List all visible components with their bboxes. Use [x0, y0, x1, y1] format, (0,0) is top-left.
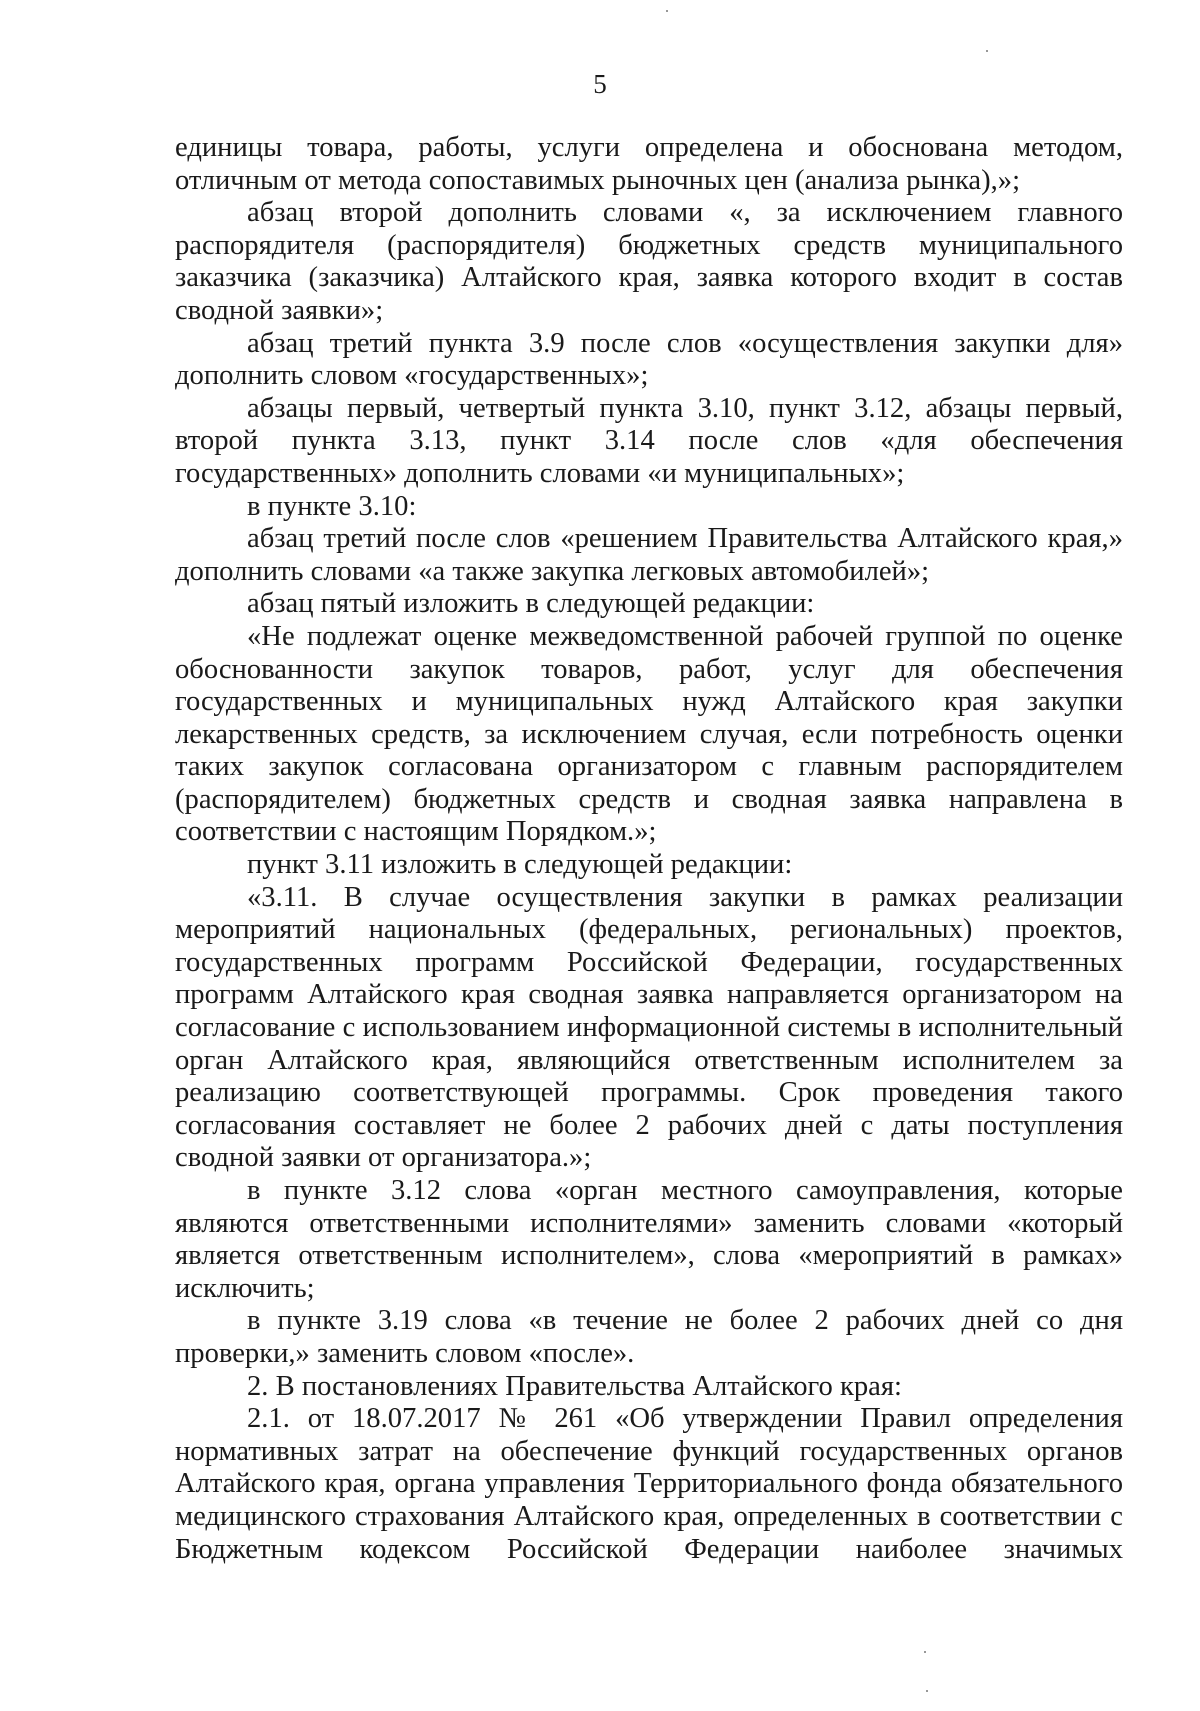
paragraph: абзацы первый, четвертый пункта 3.10, пункт 3.12, абзацы первый, второй пункта 3.13, пункт 3.14 после слов «для обеспечения государственных» дополнить словами «и муниципальных»; [175, 392, 1123, 489]
paragraph: абзац второй дополнить словами «, за исключением главного распорядителя (распорядителя) бюджетных средств муниципального заказчика (заказчика) Алтайского края, заявка которого входит в состав сводной заявки»; [175, 197, 1123, 326]
paragraph: пункт 3.11 изложить в следующей редакции: [247, 849, 793, 881]
paragraph: абзац третий пункта 3.9 после слов «осуществления закупки для» дополнить словом «государственных»; [175, 327, 1123, 392]
paragraph: в пункте 3.12 слова «орган местного самоуправления, которые являются ответственными исполнителями» заменить словами «который является ответственным исполнителем», слова «мероприятий в рамках» исключить; [175, 1175, 1123, 1304]
paragraph: «3.11. В случае осуществления закупки в рамках реализации мероприятий национальных (федеральных, региональных) проектов, государственных программ Российской Федерации, государственных программ Алтайского края сводная заявка направляется организатором на согласование с использованием информационной системы в исполнительный орган Алтайского края, являющийся ответственным исполнителем за реализацию соответствующей программы. Срок проведения такого согласования составляет не более 2 рабочих дней с даты поступления сводной заявки от организатора.»; [175, 881, 1123, 1174]
paragraph: в пункте 3.10: [247, 490, 417, 522]
paragraph: 2.1. от 18.07.2017 № 261 «Об утверждении Правил определения нормативных затрат на обеспечение функций государственных органов Алтайского края, органа управления Территориального фонда обязательного медицинского страхования Алтайского края, определенных в соответствии с Бюджетным кодексом Российской Федерации наиболее значимых [175, 1403, 1123, 1565]
paragraph: единицы товара, работы, услуги определена и обоснована методом, отличным от метода сопоставимых рыночных цен (анализа рынка),»; [175, 132, 1123, 196]
scan-speck [924, 1651, 926, 1653]
document-body [175, 132, 1123, 1566]
page-number: 5 [593, 69, 607, 99]
scan-speck [926, 1690, 928, 1692]
paragraph: абзац пятый изложить в следующей редакции: [247, 588, 815, 620]
paragraph: «Не подлежат оценке межведомственной рабочей группой по оценке обоснованности закупок товаров, работ, услуг для обеспечения государственных и муниципальных нужд Алтайского края закупки лекарственных средств, за исключением случая, если потребность оценки таких закупок согласована организатором с главным распорядителем (распорядителем) бюджетных средств и сводная заявка направлена в соответствии с настоящим Порядком.»; [175, 620, 1123, 848]
paragraph: в пункте 3.19 слова «в течение не более 2 рабочих дней со дня проверки,» заменить словом «после». [175, 1305, 1123, 1369]
paragraph: 2. В постановлениях Правительства Алтайского края: [247, 1370, 902, 1402]
paragraph: абзац третий после слов «решением Правительства Алтайского края,» дополнить словами «а также закупка легковых автомобилей»; [175, 523, 1123, 587]
scan-speck [986, 50, 988, 52]
scan-speck [666, 10, 668, 12]
